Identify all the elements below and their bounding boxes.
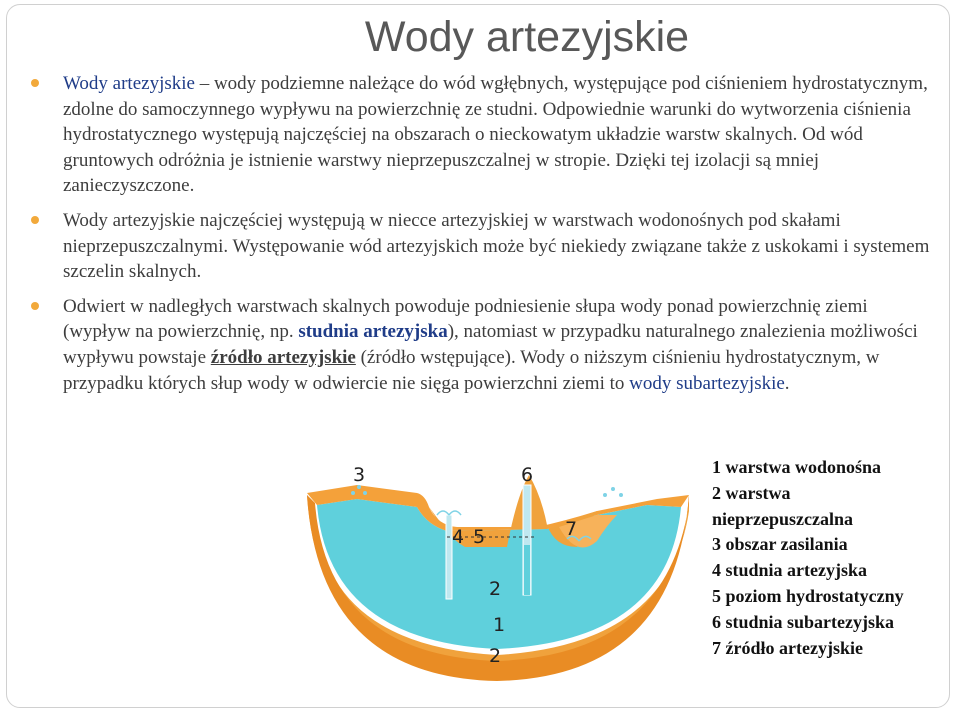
- bullet-occurrence: [31, 208, 931, 285]
- legend-item: 5 poziom hydrostatyczny: [712, 585, 904, 606]
- label-5: 5: [473, 526, 486, 548]
- legend-item: 6 studnia subartezyjska: [712, 611, 895, 632]
- drilling-text-2: ), natomiast w przypadku naturalnego znalezienia możliwości wypływu powstaje: [63, 321, 918, 368]
- term-studnia-artezyjska: studnia artezyjska: [298, 321, 448, 343]
- slide-title: Wody artezyjskie: [364, 13, 690, 61]
- fountain-icon: [437, 511, 461, 515]
- occurrence-text: Wody artezyjskie najczęściej występują w niecce artezyjskiej w warstwach wodonośnych pod skałami nieprzepuszczalnymi. Występowanie wód artezyjskich może być niekiedy związane także z uskokami i systemem szczelin skalnych.: [63, 209, 930, 283]
- legend-item: 3 obszar zasilania: [712, 534, 848, 555]
- term-zrodlo-artezyjskie: źródło artezyjskie: [210, 346, 356, 368]
- label-3: 3: [353, 464, 366, 486]
- legend-item: nieprzepuszczalna: [712, 508, 853, 529]
- diagram-legend: [712, 455, 950, 661]
- legend-item: 7 źródło artezyjskie: [712, 637, 863, 658]
- label-4: 4: [452, 526, 465, 548]
- drilling-text-4: .: [784, 372, 790, 394]
- slide-body: [31, 71, 931, 405]
- recharge-drops-icon-right: [603, 487, 623, 497]
- drilling-text-3: (źródło wstępujące). Wody o niższym ciśnieniu hydrostatycznym, w przypadku których słup wody w odwiercie nie sięga powierzchni ziemi to: [63, 346, 880, 394]
- label-6: 6: [521, 464, 534, 486]
- artesian-basin-diagram: [297, 455, 697, 685]
- label-7: 7: [565, 518, 578, 540]
- definition-text: – wody podziemne należące do wód wgłębnych, występujące pod ciśnieniem hydrostatycznym, zdolne do samoczynnego wypływu na powierzchnię ze studni. Odpowiednie warunki do wytworzenia ciśnienia hydrostatycznego występują najczęściej na obszarach o nieckowatym układzie warstw skalnych. Od wód gruntowych odróżnia je istnienie warstwy nieprzepuszczalnej w stropie. Dzięki tej izolacji są mniej zanieczyszczone.: [63, 73, 928, 197]
- label-2-top: 2: [489, 578, 502, 600]
- label-1: 1: [493, 614, 506, 636]
- term-wody-artezyjskie: Wody artezyjskie: [63, 73, 195, 94]
- slide: [6, 4, 950, 708]
- term-wody-subartezyjskie: wody subartezyjskie: [629, 372, 785, 394]
- legend-item: 2 warstwa: [712, 482, 791, 503]
- legend-item: 1 warstwa wodonośna: [712, 457, 882, 477]
- bullet-definition: [31, 71, 931, 199]
- label-2-bottom: 2: [489, 645, 502, 667]
- bullet-drilling: [31, 294, 931, 396]
- legend-item: 4 studnia artezyjska: [712, 560, 868, 581]
- drilling-text-1: Odwiert w nadległych warstwach skalnych powoduje podniesienie słupa wody ponad powierzchnię ziemi (wypływ na powierzchnię, np.: [63, 295, 868, 343]
